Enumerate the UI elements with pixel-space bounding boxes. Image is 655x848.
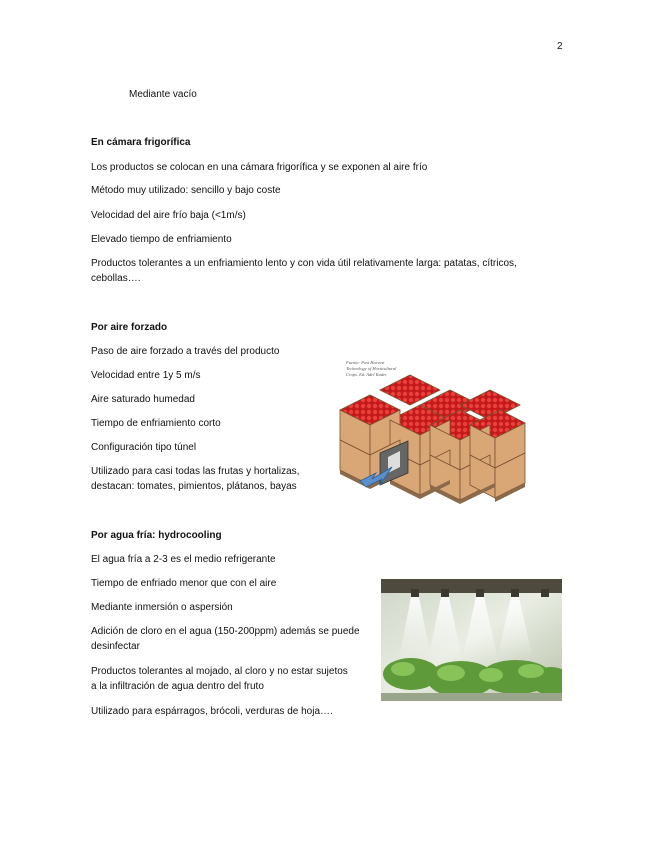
aire-item: Paso de aire forzado a través del producto bbox=[91, 346, 280, 357]
agua-item: Mediante inmersión o aspersión bbox=[91, 602, 233, 613]
camara-item: Método muy utilizado: sencillo y bajo coste bbox=[91, 185, 281, 196]
intro-item-vacio: Mediante vacío bbox=[129, 89, 197, 100]
aire-item: Tiempo de enfriamiento corto bbox=[91, 418, 221, 429]
svg-text:Crops. Ed. Adel Kader: Crops. Ed. Adel Kader bbox=[346, 372, 387, 377]
agua-item: Productos tolerantes al mojado, al cloro y no estar sujetos a la infiltración de agua dentro del fruto bbox=[91, 666, 348, 692]
heading-aire-forzado: Por aire forzado bbox=[91, 322, 168, 333]
aire-item: Configuración tipo túnel bbox=[91, 442, 197, 453]
aire-item: Aire saturado humedad bbox=[91, 394, 195, 405]
camara-item: Velocidad del aire frío baja (<1m/s) bbox=[91, 210, 246, 221]
agua-item: Utilizado para espárragos, brócoli, verduras de hoja…. bbox=[91, 706, 333, 717]
camara-item: Elevado tiempo de enfriamiento bbox=[91, 234, 232, 245]
figure-caption bbox=[345, 360, 397, 377]
heading-camara-frigorifica: En cámara frigorífica bbox=[91, 137, 191, 148]
aire-item: Utilizado para casi todas las frutas y hortalizas, destacan: tomates, pimientos, plátanos, bayas bbox=[91, 466, 300, 492]
heading-agua-fria: Por agua fría: hydrocooling bbox=[91, 530, 222, 541]
forced-air-figure bbox=[330, 355, 530, 515]
camara-item: Productos tolerantes a un enfriamiento lento y con vida útil relativamente larga: patatas, cítricos, cebollas…. bbox=[91, 258, 517, 284]
svg-text:Technology of Horticultural: Technology of Horticultural bbox=[346, 366, 397, 371]
camara-item: Los productos se colocan en una cámara frigorífica y se exponen al aire frío bbox=[91, 162, 428, 173]
agua-item: Adición de cloro en el agua (150-200ppm) además se puede desinfectar bbox=[91, 626, 360, 652]
aire-item: Velocidad entre 1y 5 m/s bbox=[91, 370, 201, 381]
agua-item: El agua fría a 2-3 es el medio refrigerante bbox=[91, 554, 276, 565]
hydrocooling-photo bbox=[381, 579, 562, 701]
page-number: 2 bbox=[557, 41, 563, 52]
agua-item: Tiempo de enfriado menor que con el aire bbox=[91, 578, 277, 589]
svg-text:Fuente: Post Harvest: Fuente: Post Harvest bbox=[346, 360, 385, 365]
